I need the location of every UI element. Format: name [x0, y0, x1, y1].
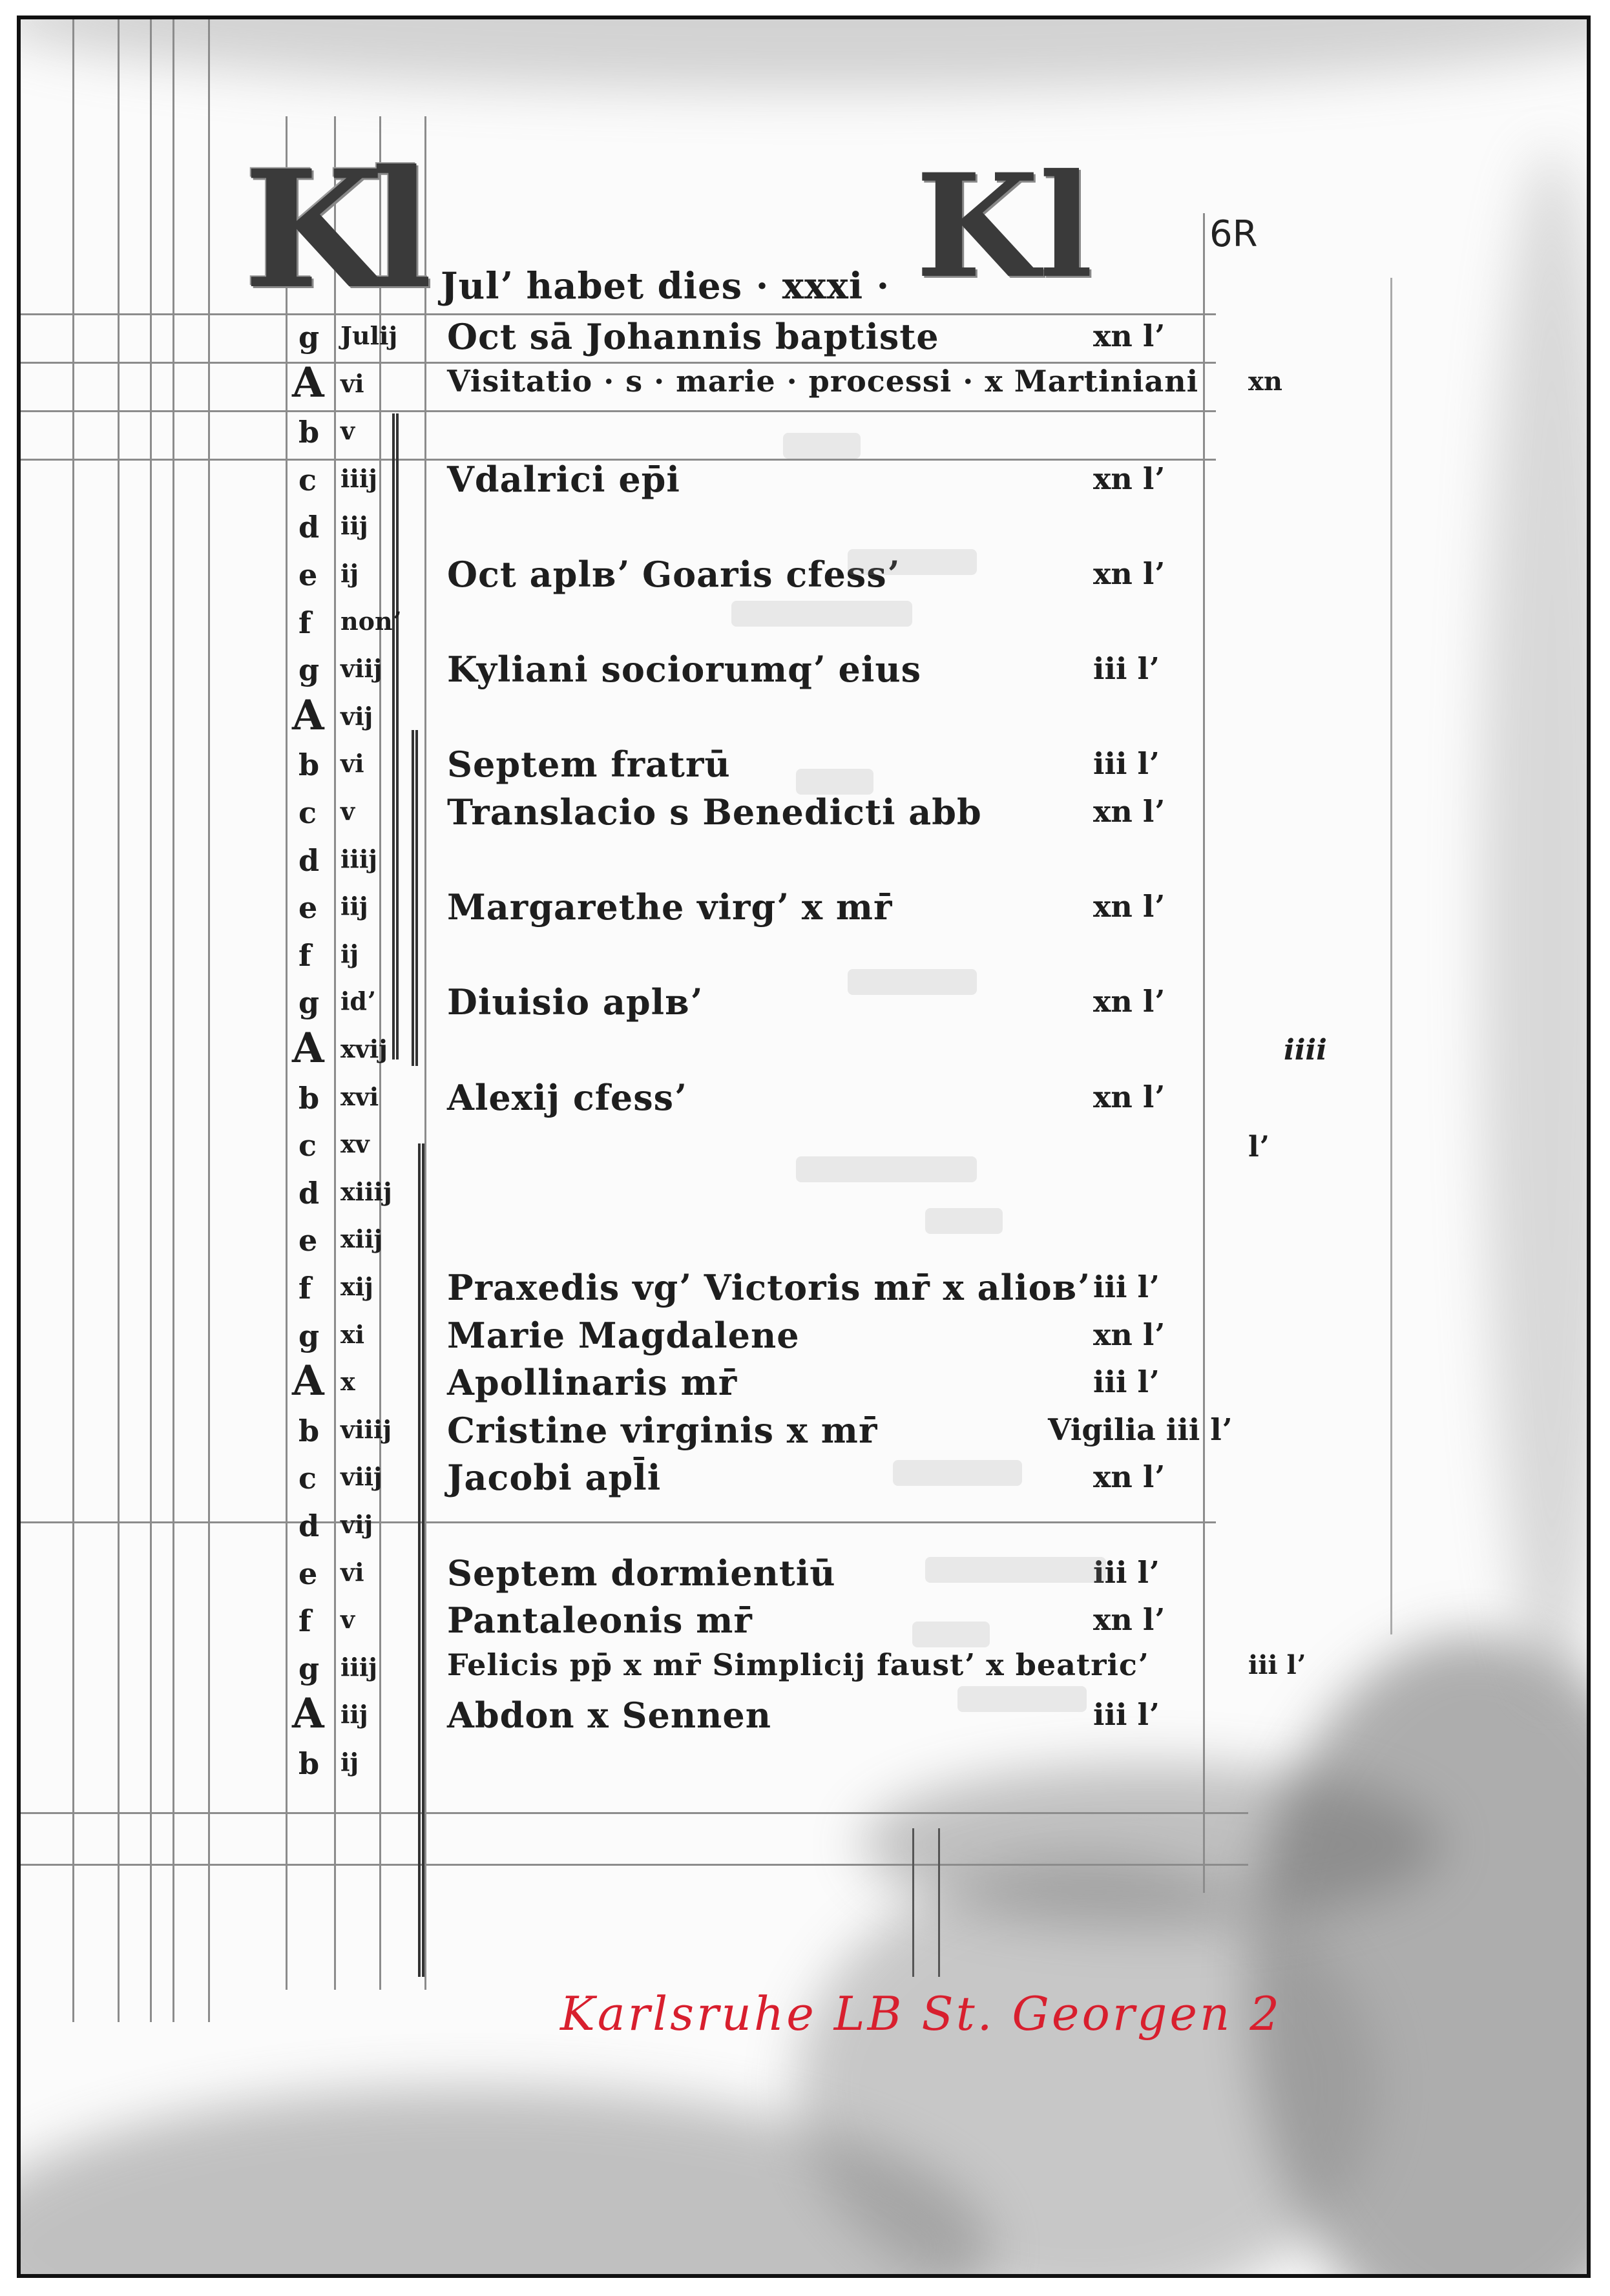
calendar-row [21, 1502, 1313, 1550]
calendar-row [21, 932, 1313, 979]
feast-name: Septem dormientiū [447, 1552, 836, 1594]
roman-day-number: v [340, 416, 355, 445]
bleed-through-mark [893, 1460, 1022, 1486]
roman-day-number: viiij [340, 1415, 392, 1444]
decorated-initial-right: Kl [915, 142, 1093, 309]
roman-day-number: xi [340, 1320, 365, 1349]
bleed-through-mark [957, 1686, 1087, 1712]
ruled-line [1390, 278, 1392, 1634]
dominical-letter: f [298, 1271, 311, 1306]
roman-day-number: vij [340, 1510, 373, 1539]
roman-day-number: x [340, 1367, 355, 1396]
calendar-row [21, 789, 1313, 837]
dominical-letter: b [298, 1746, 320, 1781]
calendar-row [21, 551, 1313, 599]
dominical-letter: A [292, 1689, 324, 1738]
calendar-row [21, 503, 1313, 551]
folio-number: 6R [1209, 213, 1258, 255]
dominical-letter: g [298, 1651, 320, 1686]
dominical-letter: g [298, 1319, 320, 1353]
calendar-row [21, 837, 1313, 884]
roman-day-number: v [340, 797, 355, 826]
dominical-letter: e [298, 558, 318, 592]
dominical-letter: A [292, 359, 324, 407]
toner-smudge [861, 1764, 1442, 1925]
roman-day-number: iij [340, 1700, 368, 1729]
roman-day-number: iij [340, 511, 368, 540]
feast-rank: xn [1248, 366, 1282, 397]
feast-rank: iii lʼ [1248, 1650, 1306, 1680]
dominical-letter: d [298, 1176, 320, 1211]
feast-name: Felicis pp̄ x mr̄ Simplicij faustʼ x beatricʼ [447, 1647, 1149, 1682]
toner-smudge [1481, 149, 1591, 1699]
dominical-letter: c [298, 463, 317, 497]
bleed-through-mark [731, 601, 912, 627]
feast-rank: iii lʼ [1093, 1364, 1159, 1399]
dominical-letter: A [292, 1024, 324, 1072]
ruled-line [912, 1828, 914, 1977]
roman-day-number: vi [340, 1558, 364, 1587]
feast-name: Oct aplвʼ Goaris cfessʼ [447, 554, 900, 595]
dominical-letter: d [298, 843, 320, 878]
roman-day-number: iiij [340, 1653, 378, 1682]
calendar-row [21, 1169, 1313, 1217]
calendar-row [21, 1740, 1313, 1788]
roman-day-number: idʼ [340, 986, 376, 1016]
roman-day-number: vi [340, 749, 364, 778]
dominical-letter: d [298, 1508, 320, 1543]
feast-name: Margarethe virgʼ x mr̄ [447, 886, 893, 928]
feast-name: Marie Magdalene [447, 1315, 800, 1356]
feast-rank: iii lʼ [1093, 746, 1159, 781]
dominical-letter: b [298, 1414, 320, 1448]
feast-name: Abdon x Sennen [447, 1695, 771, 1736]
dominical-letter: A [292, 691, 324, 740]
dominical-letter: c [298, 1128, 317, 1163]
calendar-row [21, 646, 1313, 694]
bleed-through-mark [783, 433, 861, 459]
calendar-row [21, 313, 1313, 361]
feast-name: Praxedis vgʼ Victoris mr̄ x alioвʼ [447, 1267, 1091, 1308]
bleed-through-mark [848, 549, 977, 575]
feast-rank: xn lʼ [1093, 1459, 1165, 1494]
feast-rank: iii lʼ [1093, 651, 1159, 686]
ruled-line [21, 1864, 1248, 1866]
bleed-through-mark [925, 1208, 1003, 1234]
feast-name: Jacobi apl̄i [447, 1457, 662, 1498]
calendar-row [21, 741, 1313, 789]
dominical-letter: f [298, 938, 311, 973]
library-shelfmark: Karlsruhe LB St. Georgen 2 [560, 1987, 1282, 2041]
roman-day-number: xiij [340, 1224, 383, 1253]
feast-rank: xn lʼ [1093, 461, 1165, 496]
roman-day-number: ij [340, 939, 359, 968]
calendar-row [21, 1454, 1313, 1502]
feast-name: Oct sā Johannis baptiste [447, 316, 939, 357]
roman-day-number: ij [340, 559, 359, 588]
calendar-row [21, 361, 1313, 409]
feast-name: Alexij cfessʼ [447, 1077, 687, 1118]
calendar-row [21, 1645, 1313, 1693]
photocopy-frame [17, 16, 1591, 2278]
calendar-row [21, 599, 1313, 647]
feast-rank: xn lʼ [1093, 1602, 1165, 1637]
calendar-row [21, 1216, 1313, 1264]
feast-rank: iii lʼ [1093, 1555, 1159, 1590]
calendar-row [21, 1359, 1313, 1407]
dominical-letter: g [298, 985, 320, 1020]
feast-name: Cristine virginis x mr̄ [447, 1410, 878, 1451]
dominical-letter: e [298, 1223, 318, 1258]
dominical-letter: b [298, 1081, 320, 1116]
roman-day-number: xij [340, 1272, 373, 1301]
bleed-through-mark [796, 1156, 977, 1182]
calendar-row [21, 1074, 1313, 1122]
bleed-through-mark [925, 1557, 1106, 1583]
dominical-letter: c [298, 795, 317, 830]
calendar-row [21, 1122, 1313, 1169]
feast-name: Translacio s Benedicti abb [447, 791, 982, 833]
dominical-letter: g [298, 652, 320, 687]
feast-name: Vdalrici ep̄i [447, 459, 680, 500]
bleed-through-mark [912, 1622, 990, 1647]
roman-day-number: vi [340, 369, 364, 398]
roman-day-number: xvi [340, 1082, 379, 1111]
roman-day-number: vij [340, 702, 373, 731]
roman-day-number: ij [340, 1748, 359, 1777]
bleed-through-mark [796, 769, 873, 795]
calendar-row [21, 691, 1313, 742]
dominical-letter: f [298, 1603, 311, 1638]
roman-day-number: v [340, 1605, 355, 1634]
roman-day-number: viij [340, 1462, 382, 1491]
dominical-letter: e [298, 890, 318, 925]
roman-day-number: Julij [340, 321, 398, 350]
feast-rank: xn lʼ [1093, 318, 1165, 353]
calendar-row [21, 1550, 1313, 1598]
dominical-letter: d [298, 510, 320, 545]
feast-rank: xn lʼ [1093, 1317, 1165, 1352]
roman-day-number: xiiij [340, 1177, 392, 1206]
margin-note: iiii [1284, 1034, 1327, 1067]
ruled-line [938, 1828, 940, 1977]
feast-rank: xn lʼ [1093, 1080, 1165, 1114]
calendar-row [21, 979, 1313, 1027]
calendar-row [21, 1689, 1313, 1740]
dominical-letter: g [298, 320, 320, 355]
calendar-row [21, 1597, 1313, 1645]
dominical-letter: e [298, 1556, 318, 1591]
calendar-row [21, 456, 1313, 504]
roman-day-number: nonʼ [340, 607, 401, 636]
calendar-row [21, 1264, 1313, 1312]
dominical-letter: A [292, 1357, 324, 1405]
feast-rank: xn lʼ [1093, 556, 1165, 591]
margin-note: lʼ [1248, 1131, 1270, 1164]
feast-name: Pantaleonis mr̄ [447, 1600, 753, 1641]
roman-day-number: xv [340, 1129, 370, 1158]
dominical-letter: b [298, 415, 320, 450]
feast-rank: xn lʼ [1093, 984, 1165, 1019]
feast-rank: iii lʼ [1093, 1269, 1159, 1304]
roman-day-number: viij [340, 654, 382, 683]
toner-smudge [17, 16, 1591, 90]
dominical-letter: b [298, 747, 320, 782]
feast-rank: xn lʼ [1093, 889, 1165, 924]
roman-day-number: xvij [340, 1034, 388, 1063]
roman-day-number: iiij [340, 464, 378, 493]
dominical-letter: f [298, 605, 311, 640]
ruled-line [21, 1812, 1248, 1814]
roman-day-number: iiij [340, 844, 378, 873]
roman-day-number: iij [340, 892, 368, 921]
feast-name: Apollinaris mr̄ [447, 1362, 738, 1403]
calendar-row [21, 884, 1313, 932]
feast-rank: xn lʼ [1093, 794, 1165, 829]
feast-name: Visitatio · s · marie · processi · x Martiniani [447, 364, 1199, 399]
calendar-row [21, 1407, 1313, 1455]
feast-name: Diuisio aplвʼ [447, 981, 703, 1023]
month-heading: Julʼ habet dies · xxxi · [441, 265, 890, 308]
calendar-row [21, 408, 1313, 456]
feast-rank: Vigilia iii lʼ [1048, 1412, 1232, 1447]
decorated-initial: Kl [244, 134, 420, 324]
dominical-letter: c [298, 1461, 317, 1496]
feast-rank: iii lʼ [1093, 1697, 1159, 1732]
calendar-row [21, 1312, 1313, 1360]
bleed-through-mark [848, 969, 977, 995]
feast-name: Kyliani sociorumqʼ eius [447, 649, 922, 690]
calendar-row [21, 1024, 1313, 1074]
feast-name: Septem fratrū [447, 744, 731, 785]
